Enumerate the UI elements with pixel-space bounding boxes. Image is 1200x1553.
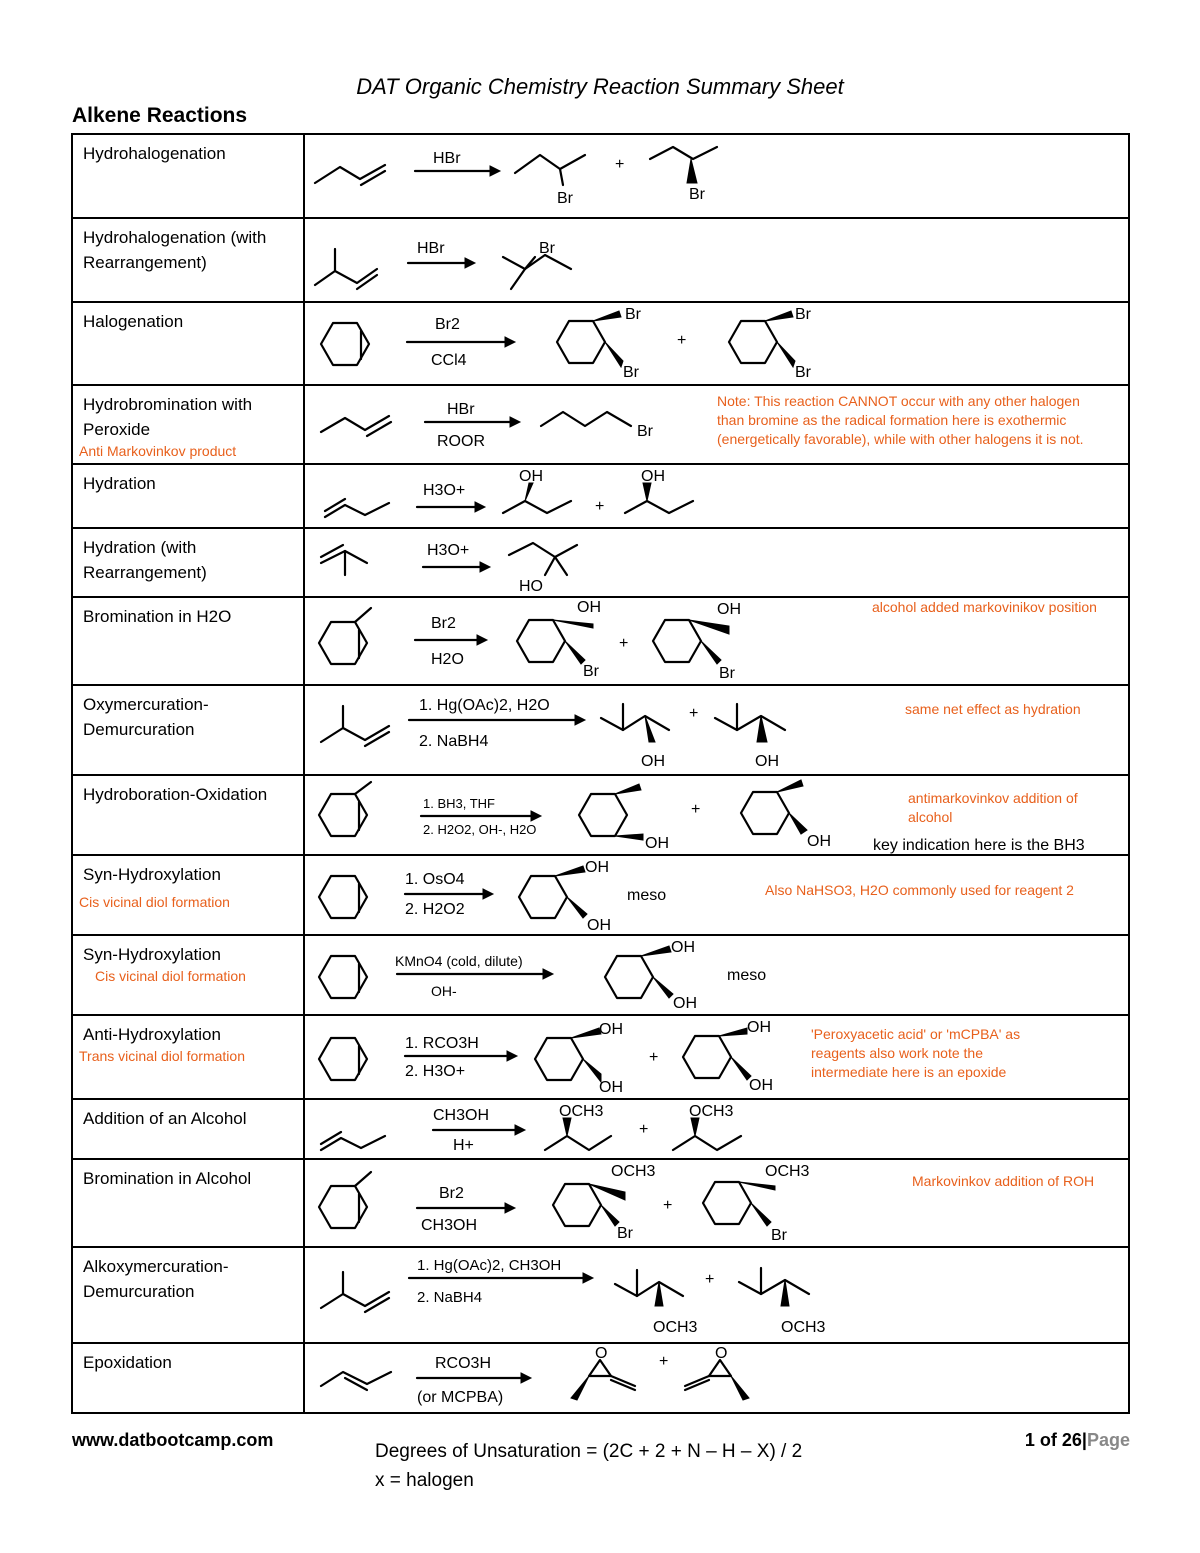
reaction-name-cell	[72, 775, 304, 855]
reagent-top: RCO3H	[435, 1355, 492, 1372]
reagent-top: 1. Hg(OAc)2, CH3OH	[417, 1257, 562, 1274]
note-hydroboration-key: key indication here is the BH3	[873, 837, 1085, 854]
reagent-top: Br2	[439, 1185, 464, 1202]
reaction-structure-5	[305, 529, 1131, 598]
reaction-structure-0	[305, 135, 1131, 219]
product-label: Br	[583, 663, 599, 680]
product-label: OCH3	[689, 1103, 734, 1120]
reaction-name: Hydrobromination with Peroxide	[83, 395, 253, 439]
reaction-structure-2	[305, 303, 1131, 386]
unsaturation-formula: Degrees of Unsaturation = (2C + 2 + N – H – X) / 2	[375, 1441, 803, 1462]
note-hydroboration: antimarkovinkov addition of alcohol	[908, 790, 1078, 825]
page-word: Page	[1086, 1430, 1130, 1450]
reaction-name-cell	[72, 685, 304, 775]
reaction-name: Syn-Hydroxylation	[83, 945, 221, 964]
plus-sign: +	[677, 332, 687, 349]
reaction-name-cell	[72, 1159, 304, 1247]
plus-sign: +	[619, 635, 629, 652]
reaction-structure-4	[305, 465, 1131, 529]
product-label: OH	[577, 599, 601, 616]
product-label: OCH3	[559, 1103, 604, 1120]
reaction-name: Halogenation	[83, 312, 184, 331]
reagent-top: Br2	[435, 316, 460, 333]
product-label: OH	[519, 468, 543, 485]
product-label: Br	[625, 306, 641, 323]
plus-sign: +	[689, 705, 699, 722]
plus-sign: +	[649, 1049, 659, 1066]
reaction-name-cell	[72, 218, 304, 302]
reaction-structure-12	[305, 1100, 1131, 1160]
plus-sign: +	[691, 801, 701, 818]
table-row	[72, 134, 1129, 218]
product-label: OH	[673, 995, 697, 1012]
reaction-name: Alkoxymercuration-Demurcuration	[83, 1257, 229, 1301]
reaction-name-cell	[72, 1247, 304, 1343]
table-row	[72, 528, 1129, 597]
product-label: OCH3	[781, 1319, 826, 1336]
reagent-bottom: 2. H2O2, OH-, H2O	[423, 822, 537, 837]
reagent-top: 1. RCO3H	[405, 1035, 479, 1052]
product-label: Br	[771, 1227, 787, 1244]
section-heading: Alkene Reactions	[72, 104, 248, 127]
note-bromination-h2o: alcohol added markovinikov position	[872, 599, 1097, 615]
reaction-name: Hydration (with Rearrangement)	[83, 538, 207, 582]
reaction-scheme	[304, 1247, 1129, 1343]
reaction-name: Hydrohalogenation (with Rearrangement)	[83, 228, 267, 272]
reaction-annotation: Cis vicinal diol formation	[95, 968, 246, 984]
note-syn-osmium: Also NaHSO3, H2O commonly used for reagent 2	[765, 882, 1074, 898]
formula-block	[375, 1437, 802, 1495]
reaction-structure-1	[305, 219, 1131, 303]
reaction-scheme	[304, 1343, 1129, 1413]
reaction-name-cell	[72, 528, 304, 597]
reagent-top: HBr	[417, 240, 445, 257]
page-number	[1025, 1430, 1130, 1451]
product-label: OH	[645, 835, 669, 852]
reagent-bottom: OH-	[431, 983, 457, 999]
reaction-name-cell	[72, 1015, 304, 1099]
reagent-bottom: CCl4	[431, 352, 467, 369]
product-label: OH	[671, 939, 695, 956]
table-row	[72, 1247, 1129, 1343]
table-row	[72, 685, 1129, 775]
reagent-top: H3O+	[427, 542, 470, 559]
product-label: Br	[623, 364, 639, 381]
reagent-top: CH3OH	[433, 1107, 490, 1124]
formula-note: x = halogen	[375, 1470, 474, 1491]
reaction-structure-10	[305, 936, 1131, 1016]
reaction-name-cell	[72, 385, 304, 464]
reagent-top: 1. BH3, THF	[423, 796, 496, 811]
product-label: OH	[807, 833, 831, 850]
reaction-name: Hydroboration-Oxidation	[83, 785, 268, 804]
table-row	[72, 302, 1129, 385]
product-label: Br	[795, 364, 811, 381]
reaction-name: Bromination in H2O	[83, 607, 232, 626]
product-label: OH	[747, 1019, 771, 1036]
product-label: OH	[599, 1079, 623, 1096]
meso-label: meso	[627, 887, 667, 904]
product-label: OCH3	[653, 1319, 698, 1336]
reaction-scheme	[304, 218, 1129, 302]
reaction-name: Syn-Hydroxylation	[83, 865, 221, 884]
product-label: OH	[717, 601, 741, 618]
reaction-name: Epoxidation	[83, 1353, 172, 1372]
reaction-scheme	[304, 685, 1129, 775]
reagent-bottom: CH3OH	[421, 1217, 478, 1234]
product-label: Br	[637, 423, 653, 440]
product-label: Br	[557, 190, 573, 207]
reaction-name-cell	[72, 855, 304, 935]
reaction-scheme	[304, 1099, 1129, 1159]
table-row	[72, 1343, 1129, 1413]
reagent-top: HBr	[433, 150, 461, 167]
page-count: 1 of 26	[1024, 1430, 1082, 1450]
plus-sign: +	[659, 1353, 669, 1370]
table-row	[72, 935, 1129, 1015]
reaction-name: Addition of an Alcohol	[83, 1109, 247, 1128]
product-label: HO	[519, 578, 543, 595]
reaction-name-cell	[72, 935, 304, 1015]
page-separator: |	[1081, 1430, 1087, 1450]
reaction-table	[71, 133, 1130, 1414]
reagent-bottom: 2. NaBH4	[417, 1289, 483, 1306]
reaction-name-cell	[72, 1343, 304, 1413]
product-label: OH	[599, 1021, 623, 1038]
page-title: DAT Organic Chemistry Reaction Summary Sheet	[356, 74, 844, 99]
reaction-structure-15	[305, 1344, 1131, 1414]
product-label: Br	[617, 1225, 633, 1242]
plus-sign: +	[595, 498, 605, 515]
reaction-name: Anti-Hydroxylation	[83, 1025, 221, 1044]
reagent-bottom: 2. H2O2	[405, 901, 465, 918]
reaction-name-cell	[72, 597, 304, 685]
reagent-top: 1. OsO4	[405, 871, 465, 888]
plus-sign: +	[615, 156, 625, 173]
product-label: OH	[641, 753, 665, 770]
plus-sign: +	[705, 1271, 715, 1288]
table-row	[72, 464, 1129, 528]
note-bromination-alcohol: Markovinkov addition of ROH	[912, 1173, 1095, 1189]
product-label: Br	[689, 186, 705, 203]
product-label: O	[715, 1345, 728, 1362]
product-label: OH	[587, 917, 611, 934]
meso-label: meso	[727, 967, 767, 984]
reagent-top: H3O+	[423, 482, 466, 499]
reaction-name-cell	[72, 302, 304, 385]
reagent-bottom: H+	[453, 1137, 474, 1154]
product-label: O	[595, 1345, 608, 1362]
reagent-top: HBr	[447, 401, 475, 418]
note-peroxide: Note: This reaction CANNOT occur with any other halogen than bromine as the radical formation here is exothermic (energetically favorable), while with other halogens it is not.	[717, 393, 1084, 447]
reagent-top: Br2	[431, 615, 456, 632]
website-link[interactable]: www.datbootcamp.com	[72, 1430, 274, 1450]
product-label: OH	[585, 859, 609, 876]
reaction-name-cell	[72, 1099, 304, 1159]
plus-sign: +	[639, 1121, 649, 1138]
reaction-scheme	[304, 528, 1129, 597]
reagent-bottom: 2. H3O+	[405, 1063, 466, 1080]
product-label: Br	[719, 665, 735, 682]
table-row	[72, 1099, 1129, 1159]
reaction-name: Hydrohalogenation	[83, 144, 226, 163]
product-label: OH	[755, 753, 779, 770]
reaction-scheme	[304, 464, 1129, 528]
reagent-top: 1. Hg(OAc)2, H2O	[419, 697, 550, 714]
reagent-bottom: (or MCPBA)	[417, 1389, 504, 1406]
reaction-scheme	[304, 134, 1129, 218]
reaction-annotation: Cis vicinal diol formation	[79, 894, 230, 910]
reaction-scheme	[304, 302, 1129, 385]
reaction-annotation: Anti Markovinkov product	[79, 443, 237, 459]
reagent-bottom: ROOR	[437, 433, 485, 450]
product-label: OCH3	[611, 1163, 656, 1180]
reagent-top: KMnO4 (cold, dilute)	[395, 953, 523, 969]
note-oxymercuration: same net effect as hydration	[905, 701, 1081, 717]
reaction-name: Hydration	[83, 474, 156, 493]
reaction-name: Bromination in Alcohol	[83, 1169, 252, 1188]
reagent-bottom: 2. NaBH4	[419, 733, 489, 750]
reaction-name: Oxymercuration-Demurcuration	[83, 695, 209, 739]
plus-sign: +	[663, 1197, 673, 1214]
reaction-name-cell	[72, 464, 304, 528]
product-label: Br	[795, 306, 811, 323]
product-label: OH	[749, 1077, 773, 1094]
product-label: OH	[641, 468, 665, 485]
reaction-name-cell	[72, 134, 304, 218]
product-label: OCH3	[765, 1163, 810, 1180]
reagent-bottom: H2O	[431, 651, 464, 668]
note-anti-hydroxylation: 'Peroxyacetic acid' or 'mCPBA' as reagents also work note the intermediate here is an epoxide	[811, 1026, 1021, 1080]
product-label: Br	[539, 240, 555, 257]
reaction-annotation: Trans vicinal diol formation	[79, 1048, 245, 1064]
reaction-structure-14	[305, 1248, 1131, 1344]
reaction-scheme	[304, 935, 1129, 1015]
table-row	[72, 218, 1129, 302]
